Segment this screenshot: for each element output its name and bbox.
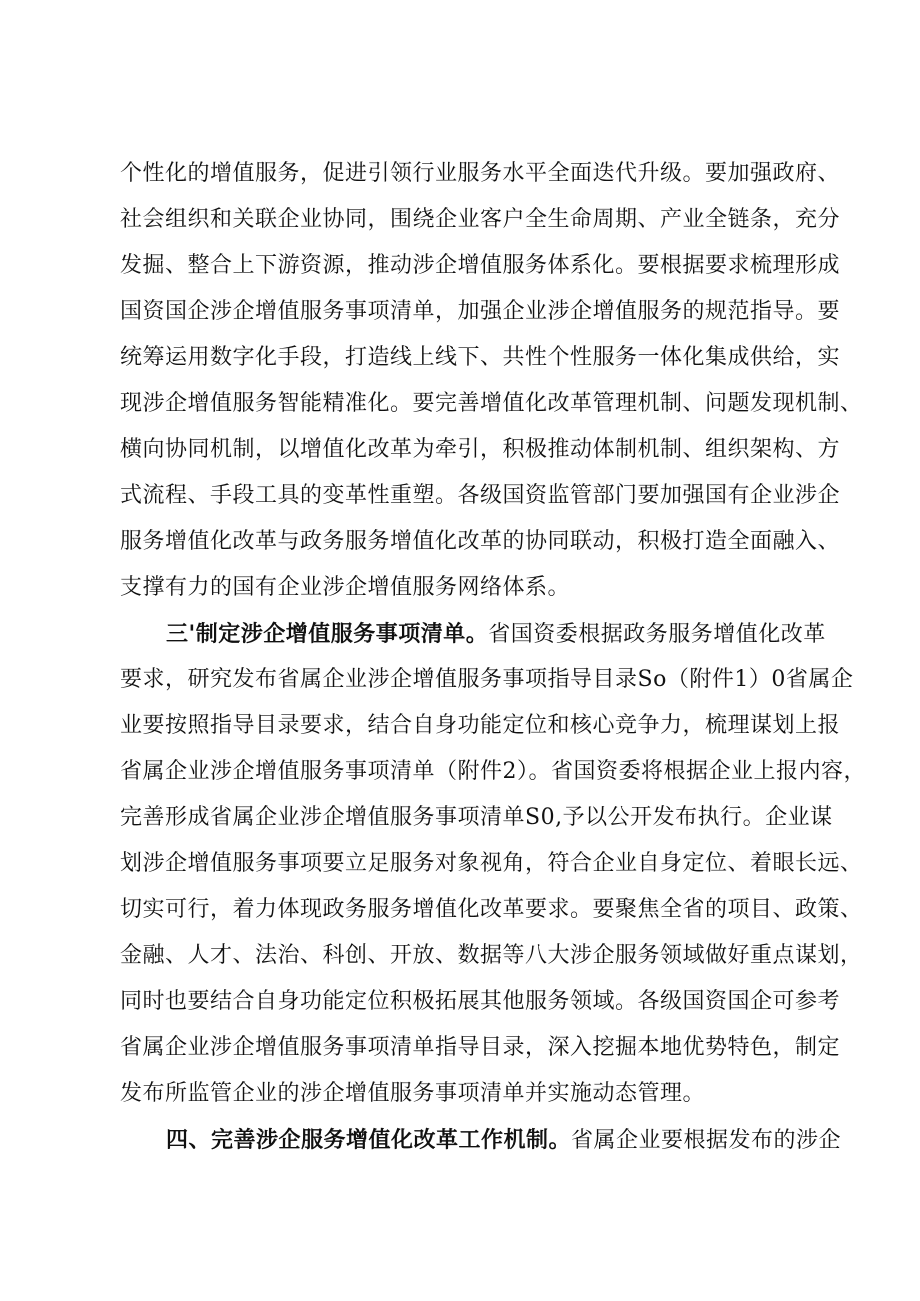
text-line: 国资国企涉企增值服务事项清单，加强企业涉企增值服务的规范指导。要 <box>120 299 841 324</box>
section-three-first-line <box>166 616 826 652</box>
text-line: 统筹运用数字化手段，打造线上线下、共性个性服务一体化集成供给，实 <box>120 345 841 370</box>
text-line: 发布所监管企业的涉企增值服务事项清单并实施动态管理。 <box>120 1081 706 1106</box>
text-line: 服务增值化改革与政务服务增值化改革的协同联动，积极打造全面融入、 <box>120 529 841 554</box>
text-line: 省属企业涉企增值服务事项清单（附件2）。省国资委将根据企业上报内容， <box>120 759 866 784</box>
text-line: 发掘、整合上下游资源，推动涉企增值服务体系化。要根据要求梳理形成 <box>120 253 841 278</box>
section-four-first-line <box>166 1122 842 1158</box>
text-line: 同时也要结合自身功能定位积极拓展其他服务领域。各级国资国企可参考 <box>120 989 841 1014</box>
section-three-heading: 三'制定涉企增值服务事项清单。 <box>166 621 489 647</box>
text-line: 社会组织和关联企业协同，围绕企业客户全生命周期、产业全链条，充分 <box>120 207 841 232</box>
text-line: 完善形成省属企业涉企增值服务事项清单S0,予以公开发布执行。企业谋 <box>120 805 833 830</box>
text-line: 个性化的增值服务，促进引领行业服务水平全面迭代升级。要加强政府、 <box>120 161 841 186</box>
text-line: 支撑有力的国有企业涉企增值服务网络体系。 <box>120 575 571 600</box>
text-line: 横向协同机制，以增值化改革为牵引，积极推动体制机制、组织架构、方 <box>120 437 841 462</box>
text-line: 式流程、手段工具的变革性重塑。各级国资监管部门要加强国有企业涉企 <box>120 483 841 508</box>
text-line: 金融、人才、法治、科创、开放、数据等八大涉企服务领域做好重点谋划， <box>120 943 863 968</box>
text-line: 切实可行，着力体现政务服务增值化改革要求。要聚焦全省的项目、政策、 <box>120 897 863 922</box>
text-line: 要求，研究发布省属企业涉企增值服务事项指导目录So（附件1）0省属企 <box>120 667 854 692</box>
section-four-heading: 四、完善涉企服务增值化改革工作机制。 <box>166 1127 572 1153</box>
text-line: 业要按照指导目录要求，结合自身功能定位和核心竞争力，梳理谋划上报 <box>120 713 841 738</box>
text-line: 现涉企增值服务智能精准化。要完善增值化改革管理机制、问题发现机制、 <box>120 391 863 416</box>
text-line: 划涉企增值服务事项要立足服务对象视角，符合企业自身定位、着眼长远、 <box>120 851 863 876</box>
text-line: 省属企业涉企增值服务事项清单指导目录，深入挖掘本地优势特色，制定 <box>120 1035 841 1060</box>
section-four-text: 省属企业要根据发布的涉企 <box>571 1128 842 1153</box>
section-three-text: 省国资委根据政务服务增值化改革 <box>488 622 826 647</box>
